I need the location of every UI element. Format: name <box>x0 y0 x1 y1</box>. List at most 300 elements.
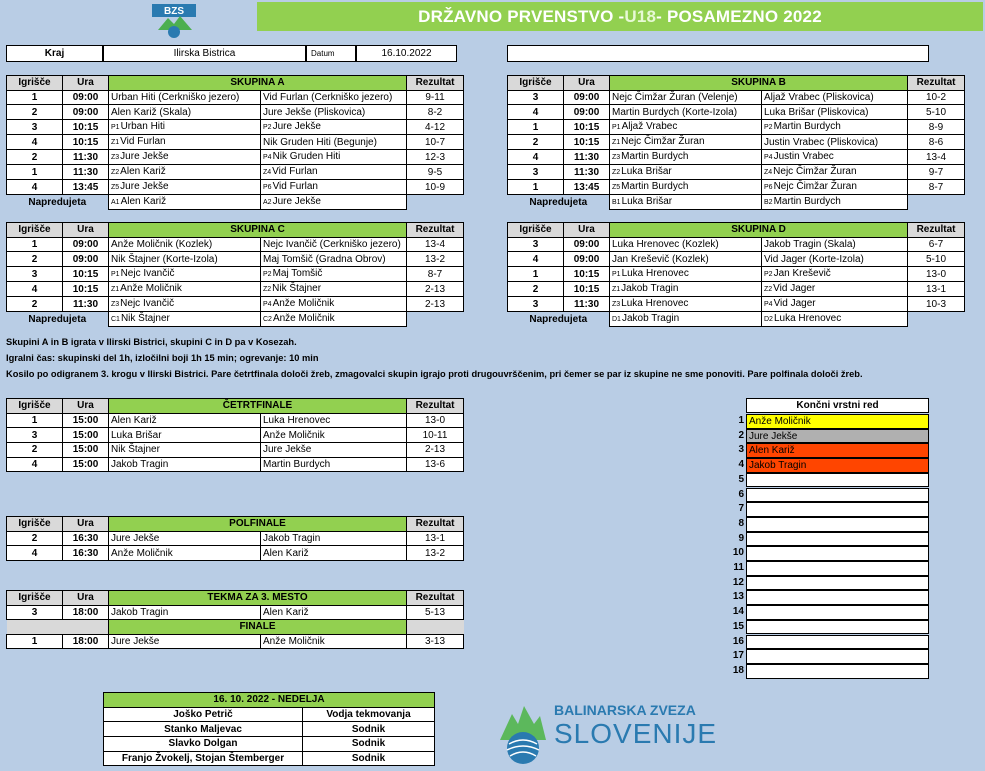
third-place-header <box>7 591 464 606</box>
player-2: Vid Furlan (Cerkniško jezero) <box>261 90 407 105</box>
group-title: SKUPINA D <box>610 223 908 238</box>
court: 1 <box>7 90 63 105</box>
rank-number: 15 <box>732 620 744 632</box>
info-blank <box>507 45 929 62</box>
court: 3 <box>7 267 63 282</box>
player-1: Jure Jekše <box>109 634 261 649</box>
advance-1: C1Nik Štajner <box>109 312 261 327</box>
player-2: Z2Nik Štajner <box>261 282 407 297</box>
col-ura: Ura <box>564 223 610 238</box>
score: 4-12 <box>407 120 464 135</box>
time: 09:00 <box>564 105 610 120</box>
player-2: Maj Tomšič (Gradna Obrov) <box>261 252 407 267</box>
rank-number: 16 <box>732 635 744 647</box>
player-2: P2Jure Jekše <box>261 120 407 135</box>
court: 4 <box>508 150 564 165</box>
time: 10:15 <box>564 267 610 282</box>
score: 12-3 <box>407 150 464 165</box>
group-title: ČETRTFINALE <box>109 399 407 414</box>
time: 11:30 <box>564 165 610 180</box>
rank-cell <box>746 561 929 576</box>
court: 1 <box>7 413 63 428</box>
rank-number: 8 <box>738 517 744 529</box>
rank-cell <box>746 532 929 547</box>
player-2: Luka Brišar (Pliskovica) <box>762 105 908 120</box>
note-3: Kosilo po odigranem 3. krogu v Ilirski Bistrici. Pare četrtfinala določi žreb, zmagovalci skupin igrajo proti drugouvrščenim, pri čemer se par iz skupine ne sme ponoviti. Pare polfinala določi žreb. <box>6 369 863 379</box>
rank-number: 10 <box>732 547 744 559</box>
group-title: SKUPINA A <box>109 76 407 91</box>
time: 10:15 <box>63 135 109 150</box>
player-2: Jakob Tragin <box>261 531 407 546</box>
time: 10:15 <box>63 282 109 297</box>
match-row <box>7 428 464 443</box>
group-title: SKUPINA C <box>109 223 407 238</box>
time: 10:15 <box>63 120 109 135</box>
time: 15:00 <box>63 413 109 428</box>
score: 13-1 <box>908 282 965 297</box>
page-title: DRŽAVNO PRVENSTVO - U18 - POSAMEZNO 2022 <box>257 2 983 31</box>
rank-cell <box>746 649 929 664</box>
blank <box>908 312 965 327</box>
official-name: Slavko Dolgan <box>104 737 303 752</box>
score: 6-7 <box>908 237 965 252</box>
kraj-label: Kraj <box>6 45 103 62</box>
group-c-header <box>7 223 464 238</box>
player-1: P1Aljaž Vrabec <box>610 120 762 135</box>
player-2: P4Justin Vrabec <box>762 150 908 165</box>
player-1: Z2Alen Kariž <box>109 165 261 180</box>
official-role: Sodnik <box>303 722 435 737</box>
player-2: Nik Gruden Hiti (Begunje) <box>261 135 407 150</box>
advance-row <box>508 195 965 210</box>
court: 1 <box>508 267 564 282</box>
blank <box>63 620 109 635</box>
advance-1: D1Jakob Tragin <box>610 312 762 327</box>
official-row <box>104 751 435 766</box>
rank-number: 12 <box>732 576 744 588</box>
player-1: Z3Nejc Ivančič <box>109 297 261 312</box>
footer-logo <box>498 700 718 766</box>
player-1: Nik Štajner <box>109 443 261 458</box>
rank-number: 11 <box>733 562 744 573</box>
time: 15:00 <box>63 428 109 443</box>
player-2: P2Jan Kreševič <box>762 267 908 282</box>
group-title: TEKMA ZA 3. MESTO <box>109 591 407 606</box>
official-row <box>104 737 435 752</box>
rank-cell: Jure Jekše <box>746 429 929 444</box>
court: 1 <box>508 120 564 135</box>
player-1: Nejc Čimžar Žuran (Velenje) <box>610 90 762 105</box>
advance-label: Napredujeta <box>508 312 610 327</box>
score: 13-1 <box>407 531 464 546</box>
blank <box>407 312 464 327</box>
player-1: Jakob Tragin <box>109 457 261 472</box>
time: 09:00 <box>63 252 109 267</box>
player-1: Z3Luka Hrenovec <box>610 297 762 312</box>
blank <box>908 195 965 210</box>
time: 13:45 <box>564 180 610 195</box>
official-role: Vodja tekmovanja <box>303 707 435 722</box>
third-place-table <box>6 590 464 620</box>
advance-row <box>508 312 965 327</box>
group-b-table <box>507 75 965 210</box>
court: 2 <box>7 150 63 165</box>
datum-label: Datum <box>306 45 356 62</box>
advance-2: A2Jure Jekše <box>261 195 407 210</box>
score: 10-7 <box>407 135 464 150</box>
player-1: P1Nejc Ivančič <box>109 267 261 282</box>
player-2: P4Vid Jager <box>762 297 908 312</box>
player-2: P4Nik Gruden Hiti <box>261 150 407 165</box>
match-row <box>508 150 965 165</box>
match-row <box>508 135 965 150</box>
court: 3 <box>7 428 63 443</box>
court: 3 <box>7 120 63 135</box>
rank-number: 17 <box>732 650 744 662</box>
player-1: Z1Jakob Tragin <box>610 282 762 297</box>
ranking-title: Končni vrstni red <box>746 398 929 413</box>
time: 15:00 <box>63 457 109 472</box>
col-ura: Ura <box>63 517 109 532</box>
group-title: FINALE <box>109 620 407 635</box>
rank-number: 6 <box>738 488 744 500</box>
court: 1 <box>7 237 63 252</box>
player-1: Z1Vid Furlan <box>109 135 261 150</box>
court: 4 <box>7 457 63 472</box>
court: 2 <box>508 282 564 297</box>
score: 10-3 <box>908 297 965 312</box>
match-row <box>508 90 965 105</box>
advance-label: Napredujeta <box>508 195 610 210</box>
advance-row <box>7 312 464 327</box>
rank-cell <box>746 664 929 679</box>
semifinal-table <box>6 516 464 561</box>
time: 10:15 <box>564 120 610 135</box>
match-row <box>7 150 464 165</box>
match-row <box>7 165 464 180</box>
col-igrisce: Igrišče <box>7 517 63 532</box>
score: 13-6 <box>407 457 464 472</box>
match-row <box>7 237 464 252</box>
player-1: Z3Martin Burdych <box>610 150 762 165</box>
rank-cell: Jakob Tragin <box>746 458 929 473</box>
player-2: Z4Vid Furlan <box>261 165 407 180</box>
time: 15:00 <box>63 443 109 458</box>
official-row <box>104 707 435 722</box>
court: 4 <box>7 180 63 195</box>
group-d-table <box>507 222 965 327</box>
player-1: Urban Hiti (Cerkniško jezero) <box>109 90 261 105</box>
player-2: P6Vid Furlan <box>261 180 407 195</box>
official-row <box>104 722 435 737</box>
score: 8-2 <box>407 105 464 120</box>
officials-date: 16. 10. 2022 - NEDELJA <box>104 693 435 708</box>
col-ura: Ura <box>63 591 109 606</box>
match-row <box>508 237 965 252</box>
player-1: Z1Nejc Čimžar Žuran <box>610 135 762 150</box>
col-rezultat: Rezultat <box>407 399 464 414</box>
player-2: Alen Kariž <box>261 605 407 620</box>
col-ura: Ura <box>63 76 109 91</box>
score: 5-13 <box>407 605 464 620</box>
time: 09:00 <box>564 237 610 252</box>
group-b-header <box>508 76 965 91</box>
court: 4 <box>508 105 564 120</box>
score: 13-2 <box>407 546 464 561</box>
player-1: Anže Moličnik <box>109 546 261 561</box>
advance-1: B1Luka Brišar <box>610 195 762 210</box>
time: 09:00 <box>63 105 109 120</box>
note-1: Skupini A in B igrata v Ilirski Bistrici, skupini C in D pa v Kosezah. <box>6 337 297 347</box>
player-1: Z5Jure Jekše <box>109 180 261 195</box>
quarterfinal-header <box>7 399 464 414</box>
match-row <box>508 120 965 135</box>
score: 10-11 <box>407 428 464 443</box>
player-1: Alen Kariž <box>109 413 261 428</box>
time: 09:00 <box>564 90 610 105</box>
rank-cell: Alen Kariž <box>746 443 929 458</box>
time: 09:00 <box>63 90 109 105</box>
official-name: Joško Petrič <box>104 707 303 722</box>
group-title: POLFINALE <box>109 517 407 532</box>
court: 4 <box>508 252 564 267</box>
rank-cell <box>746 488 929 503</box>
rank-number: 7 <box>738 503 744 515</box>
bzs-logo <box>148 2 203 40</box>
rank-number: 13 <box>732 591 744 603</box>
player-1: P1Urban Hiti <box>109 120 261 135</box>
final-table <box>6 619 464 649</box>
match-row <box>508 267 965 282</box>
rank-number: 3 <box>738 444 744 456</box>
col-igrisce: Igrišče <box>7 399 63 414</box>
score: 2-13 <box>407 443 464 458</box>
rank-cell <box>746 576 929 591</box>
blank <box>407 620 464 635</box>
time: 11:30 <box>63 165 109 180</box>
time: 11:30 <box>564 297 610 312</box>
svg-text:BZS: BZS <box>164 6 184 17</box>
court: 3 <box>7 605 63 620</box>
match-row <box>7 413 464 428</box>
score: 8-7 <box>407 267 464 282</box>
match-row <box>7 605 464 620</box>
match-row <box>7 135 464 150</box>
time: 11:30 <box>564 150 610 165</box>
advance-label: Napredujeta <box>7 312 109 327</box>
rank-number: 1 <box>738 415 744 426</box>
group-c-table <box>6 222 464 327</box>
court: 2 <box>7 531 63 546</box>
court: 2 <box>7 105 63 120</box>
datum-value: 16.10.2022 <box>356 45 457 62</box>
advance-1: A1Alen Kariž <box>109 195 261 210</box>
player-1: Luka Brišar <box>109 428 261 443</box>
match-row <box>7 634 464 649</box>
official-name: Franjo Žvokelj, Stojan Štemberger <box>104 751 303 766</box>
score: 13-4 <box>407 237 464 252</box>
rank-number: 4 <box>738 459 744 471</box>
court: 4 <box>7 546 63 561</box>
col-ura: Ura <box>63 223 109 238</box>
col-igrisce: Igrišče <box>7 591 63 606</box>
score: 13-2 <box>407 252 464 267</box>
match-row <box>508 252 965 267</box>
rank-cell <box>746 502 929 517</box>
player-1: Anže Moličnik (Kozlek) <box>109 237 261 252</box>
court: 1 <box>7 165 63 180</box>
score: 5-10 <box>908 252 965 267</box>
player-2: Z2Vid Jager <box>762 282 908 297</box>
court: 3 <box>508 237 564 252</box>
rank-number: 5 <box>738 473 744 485</box>
player-1: Jan Kreševič (Kozlek) <box>610 252 762 267</box>
match-row <box>7 252 464 267</box>
player-1: Martin Burdych (Korte-Izola) <box>610 105 762 120</box>
player-2: Nejc Ivančič (Cerkniško jezero) <box>261 237 407 252</box>
court: 2 <box>7 297 63 312</box>
col-igrisce: Igrišče <box>508 76 564 91</box>
match-row <box>7 105 464 120</box>
time: 11:30 <box>63 150 109 165</box>
player-2: Jure Jekše (Pliskovica) <box>261 105 407 120</box>
group-a-table <box>6 75 464 210</box>
court: 1 <box>7 634 63 649</box>
advance-2: D2Luka Hrenovec <box>762 312 908 327</box>
time: 10:15 <box>63 267 109 282</box>
col-igrisce: Igrišče <box>7 76 63 91</box>
col-igrisce: Igrišče <box>7 223 63 238</box>
court: 3 <box>508 90 564 105</box>
match-row <box>508 165 965 180</box>
player-1: Jure Jekše <box>109 531 261 546</box>
player-1: Z1Anže Moličnik <box>109 282 261 297</box>
score: 2-13 <box>407 297 464 312</box>
rank-cell: Anže Moličnik <box>746 414 929 429</box>
player-2: Justin Vrabec (Pliskovica) <box>762 135 908 150</box>
official-role: Sodnik <box>303 751 435 766</box>
notes <box>6 336 863 384</box>
blank <box>7 620 63 635</box>
score: 13-0 <box>908 267 965 282</box>
player-1: Z5Martin Burdych <box>610 180 762 195</box>
player-2: Jakob Tragin (Skala) <box>762 237 908 252</box>
rank-cell <box>746 620 929 635</box>
match-row <box>7 531 464 546</box>
score: 8-7 <box>908 180 965 195</box>
time: 11:30 <box>63 297 109 312</box>
player-2: P2Maj Tomšič <box>261 267 407 282</box>
rank-cell <box>746 590 929 605</box>
match-row <box>7 282 464 297</box>
rank-cell <box>746 517 929 532</box>
score: 8-9 <box>908 120 965 135</box>
player-2: Martin Burdych <box>261 457 407 472</box>
officials-table <box>103 692 435 766</box>
player-2: Luka Hrenovec <box>261 413 407 428</box>
advance-row <box>7 195 464 210</box>
court: 2 <box>7 443 63 458</box>
player-2: Alen Kariž <box>261 546 407 561</box>
player-1: Z3Jure Jekše <box>109 150 261 165</box>
score: 13-0 <box>407 413 464 428</box>
note-2: Igralni čas: skupinski del 1h, izločilni boji 1h 15 min; ogrevanje: 10 min <box>6 353 319 363</box>
rank-number: 18 <box>732 664 744 676</box>
group-d-header <box>508 223 965 238</box>
col-igrisce: Igrišče <box>508 223 564 238</box>
col-ura: Ura <box>564 76 610 91</box>
match-row <box>7 443 464 458</box>
semifinal-header <box>7 517 464 532</box>
player-2: Anže Moličnik <box>261 428 407 443</box>
player-1: Alen Kariž (Skala) <box>109 105 261 120</box>
col-rezultat: Rezultat <box>407 517 464 532</box>
score: 10-9 <box>407 180 464 195</box>
player-2: P2Martin Burdych <box>762 120 908 135</box>
score: 9-5 <box>407 165 464 180</box>
kraj-value: Ilirska Bistrica <box>103 45 306 62</box>
player-2: Anže Moličnik <box>261 634 407 649</box>
player-1: P1Luka Hrenovec <box>610 267 762 282</box>
col-rezultat: Rezultat <box>908 223 965 238</box>
match-row <box>508 282 965 297</box>
match-row <box>508 105 965 120</box>
player-2: Vid Jager (Korte-Izola) <box>762 252 908 267</box>
rank-cell <box>746 635 929 650</box>
court: 2 <box>7 252 63 267</box>
court: 2 <box>508 135 564 150</box>
player-1: Z2Luka Brišar <box>610 165 762 180</box>
match-row <box>508 297 965 312</box>
col-rezultat: Rezultat <box>908 76 965 91</box>
score: 5-10 <box>908 105 965 120</box>
player-1: Luka Hrenovec (Kozlek) <box>610 237 762 252</box>
court: 1 <box>508 180 564 195</box>
time: 09:00 <box>564 252 610 267</box>
advance-2: C2Anže Moličnik <box>261 312 407 327</box>
player-2: P4Anže Moličnik <box>261 297 407 312</box>
rank-number: 9 <box>738 532 744 544</box>
match-row <box>508 180 965 195</box>
match-row <box>7 297 464 312</box>
col-rezultat: Rezultat <box>407 591 464 606</box>
player-1: Nik Štajner (Korte-Izola) <box>109 252 261 267</box>
time: 18:00 <box>63 634 109 649</box>
rank-cell <box>746 473 929 488</box>
time: 09:00 <box>63 237 109 252</box>
footer-logo-line2: SLOVENIJE <box>554 718 718 749</box>
time: 16:30 <box>63 531 109 546</box>
footer-logo-icon <box>498 700 548 766</box>
rank-cell <box>746 546 929 561</box>
rank-number: 14 <box>732 606 744 618</box>
player-2: Aljaž Vrabec (Pliskovica) <box>762 90 908 105</box>
rank-cell <box>746 605 929 620</box>
col-rezultat: Rezultat <box>407 76 464 91</box>
quarterfinal-table <box>6 398 464 472</box>
score: 8-6 <box>908 135 965 150</box>
match-row <box>7 457 464 472</box>
court: 3 <box>508 165 564 180</box>
time: 18:00 <box>63 605 109 620</box>
advance-label: Napredujeta <box>7 195 109 210</box>
score: 9-7 <box>908 165 965 180</box>
score: 9-11 <box>407 90 464 105</box>
match-row <box>7 267 464 282</box>
player-2: Jure Jekše <box>261 443 407 458</box>
score: 2-13 <box>407 282 464 297</box>
group-title: SKUPINA B <box>610 76 908 91</box>
